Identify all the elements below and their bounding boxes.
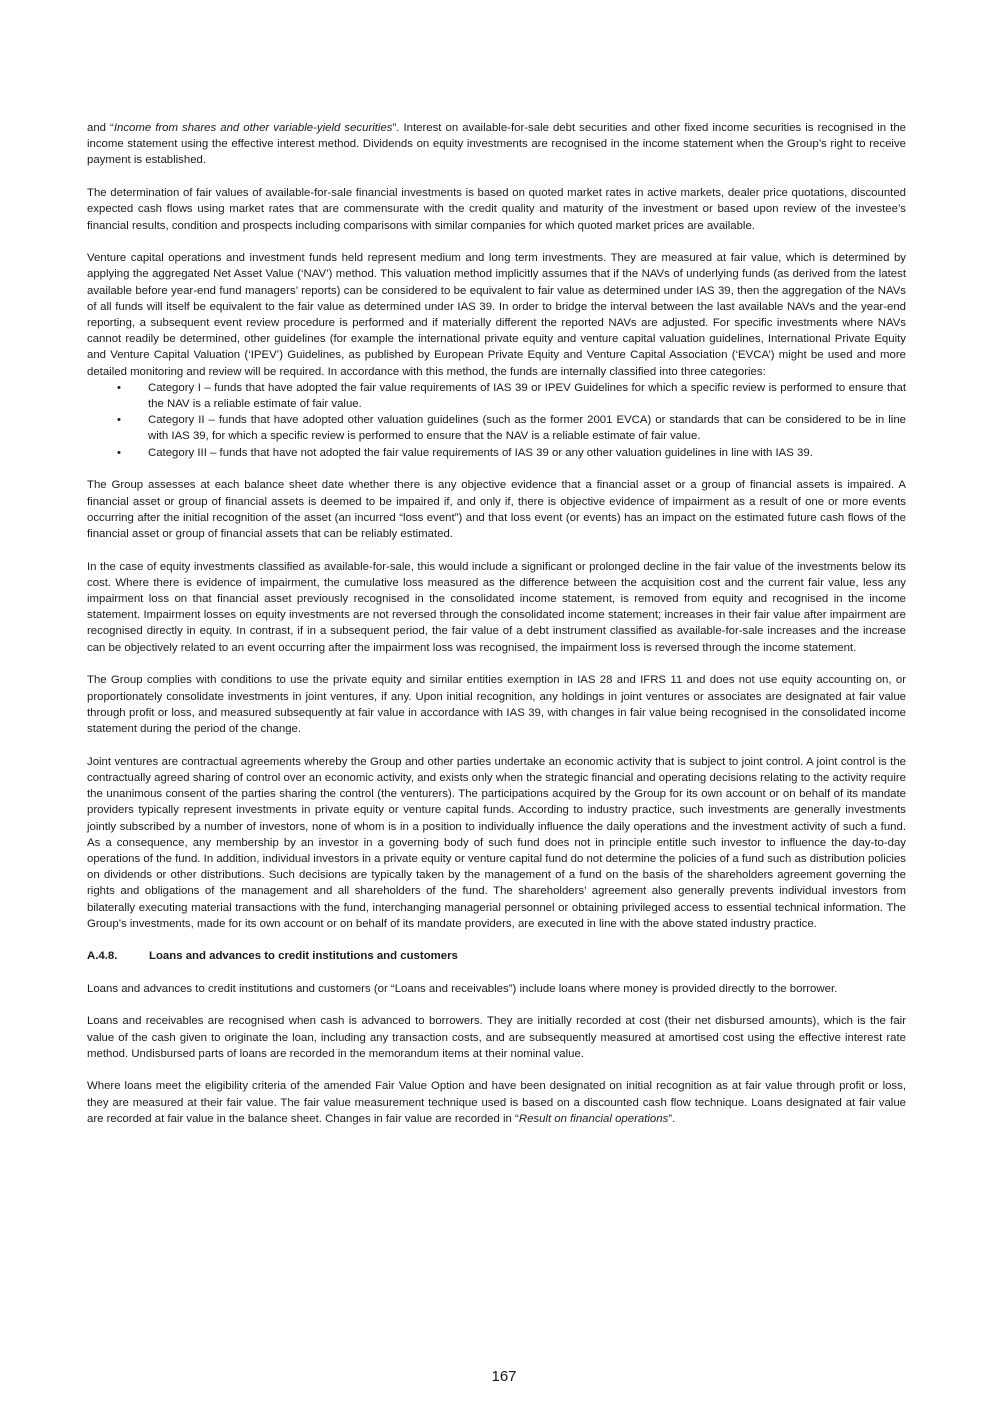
paragraph-income-recognition [87,120,906,169]
section-title: Loans and advances to credit institutions and customers [149,950,458,963]
paragraph-private-equity-exemption: The Group complies with conditions to use the private equity and similar entities exemption in IAS 28 and IFRS 11 and does not use equity accounting on, or proportionately consolidate investments in joint ventures, if any. Upon initial recognition, any holdings in joint ventures or associates are designated at fair value through profit or loss, and measured subsequently at fair value in accordance with IAS 39, with changes in fair value being recognised in the consolidated income statement during the period of the change. [87,674,906,735]
document-body [87,120,906,1144]
bullet-icon: • [117,414,121,427]
section-heading [87,948,906,964]
list-item-text: Category III – funds that have not adopted the fair value requirements of IAS 39 or any other valuation guidelines in line with IAS 39. [148,446,813,459]
text-run: ”. [668,1112,676,1125]
text-run: and “ [87,122,114,134]
text-run: Where loans meet the eligibility criteria of the amended Fair Value Option and have been designated on initial recognition as at fair value through profit or loss, they are measured at their fair value. The fair value measurement technique used is based on a discounted cash flow technique. Loans designated at fair value are recorded at fair value in the balance sheet. Changes in fair value are recorded in “ [87,1080,906,1125]
paragraph-fair-value-determination: The determination of fair values of available-for-sale financial investments is based on quoted market rates in active markets, dealer price quotations, discounted expected cash flows using market rates that are commensurate with the credit quality and maturity of the investment or based upon review of the investee’s financial results, condition and prospects including comparisons with similar companies for which quoted market prices are available. [87,187,906,232]
category-list [87,380,906,461]
list-item-text: Category II – funds that have adopted other valuation guidelines (such as the former 2001 EVCA) or standards that can be considered to be in line with IAS 39, for which a specific review is performed to ensure that the NAV is a reliable estimate of fair value. [148,414,906,443]
page-number: 167 [491,1368,517,1385]
text-run: ”. Interest on available-for-sale debt securities and other fixed income securities is recognised in the income statement using the effective interest method. Dividends on equity investments are recognised in the income statement when the Group’s right to receive payment is established. [87,122,906,167]
bullet-icon: • [117,446,121,459]
paragraph-loans-recognition: Loans and receivables are recognised when cash is advanced to borrowers. They are initially recorded at cost (their net disbursed amounts), which is the fair value of the cash given to originate the loan, including any transaction costs, and are subsequently measured at amortised cost using the effective interest rate method. Undisbursed parts of loans are recorded in the memorandum items at their nominal value. [87,1015,906,1060]
list-item-category-3 [87,445,906,461]
italic-term: Result on financial operations [518,1112,669,1125]
list-item-category-1 [87,380,906,412]
bullet-icon: • [117,381,121,394]
italic-term: Income from shares and other variable-yield securities [113,122,393,134]
paragraph-fair-value-option [87,1078,906,1127]
paragraph-loans-definition: Loans and advances to credit institutions and customers (or “Loans and receivables”) include loans where money is provided directly to the borrower. [87,982,838,995]
paragraph-impairment-assessment: The Group assesses at each balance sheet date whether there is any objective evidence that a financial asset or a group of financial assets is impaired. A financial asset or group of financial assets is deemed to be impaired if, and only if, there is objective evidence of impairment as a result of one or more events occurring after the initial recognition of the asset (an incurred “loss event”) and that loss event (or events) has an impact on the estimated future cash flows of the financial asset or group of financial assets that can be reliably estimated. [87,479,906,540]
list-item-text: Category I – funds that have adopted the fair value requirements of IAS 39 or IPEV Guidelines for which a specific review is performed to ensure that the NAV is a reliable estimate of fair value. [148,381,906,411]
paragraph-venture-capital: Venture capital operations and investment funds held represent medium and long term investments. They are measured at fair value, which is determined by applying the aggregated Net Asset Value (‘NAV’) method. This valuation method implicitly assumes that if the NAVs of underlying funds (as derived from the latest available before year-end fund managers’ reports) can be considered to be equivalent to fair value as determined under IAS 39, then the aggregation of the NAVs of all funds will itself be equivalent to the fair value as determined under IAS 39. In order to bridge the interval between the last available NAVs and the year-end reporting, a subsequent event review procedure is performed and if materially different the reported NAVs are adjusted. For specific investments where NAVs cannot readily be determined, other guidelines (for example the international private equity and venture capital valuation guidelines, International Private Equity and Venture Capital Valuation (‘IPEV’) Guidelines, as published by European Private Equity and Venture Capital Association (‘EVCA’) might be used and more detailed monitoring and review will be required. In accordance with this method, the funds are internally classified into three categories: [87,252,906,378]
paragraph-equity-impairment: In the case of equity investments classified as available-for-sale, this would include a significant or prolonged decline in the fair value of the investments below its cost. Where there is evidence of impairment, the cumulative loss measured as the difference between the acquisition cost and the current fair value, less any impairment loss on that financial asset previously recognised in the consolidated income statement, is removed from equity and recognised in the income statement. Impairment losses on equity investments are not reversed through the consolidated income statement; increases in their fair value after impairment are recognised directly in equity. In contrast, if in a subsequent period, the fair value of a debt instrument classified as available-for-sale increases and the increase can be objectively related to an event occurring after the impairment loss was recognised, the impairment loss is reversed through the income statement. [87,560,906,654]
paragraph-joint-ventures: Joint ventures are contractual agreements whereby the Group and other parties undertake an economic activity that is subject to joint control. A joint control is the contractually agreed sharing of control over an economic activity, and exists only when the strategic financial and operating decisions relating to the activity require the unanimous consent of the parties sharing the control (the venturers). The participations acquired by the Group for its own account or on behalf of its mandate providers typically represent investments in private equity or venture capital funds. According to industry practice, such investments are generally investments jointly subscribed by a number of investors, none of whom is in a position to individually influence the daily operations and the investment activity of such a fund. As a consequence, any membership by an investor in a governing body of such fund does not in principle entitle such investor to influence the day-to-day operations of the fund. In addition, individual investors in a private equity or venture capital fund do not determine the policies of a fund such as distribution policies on dividends or other distributions. Such decisions are typically taken by the management of a fund on the basis of the shareholders agreement governing the rights and obligations of the management and all shareholders of the fund. The shareholders’ agreement also generally prevents individual investors from bilaterally executing material transactions with the fund, interchanging managerial personnel or obtaining privileged access to essential technical information. The Group’s investments, made for its own account or on behalf of its mandate providers, are executed in line with the above stated industry practice. [87,755,906,930]
section-number: A.4.8. [87,950,118,963]
list-item-category-2 [87,412,906,444]
